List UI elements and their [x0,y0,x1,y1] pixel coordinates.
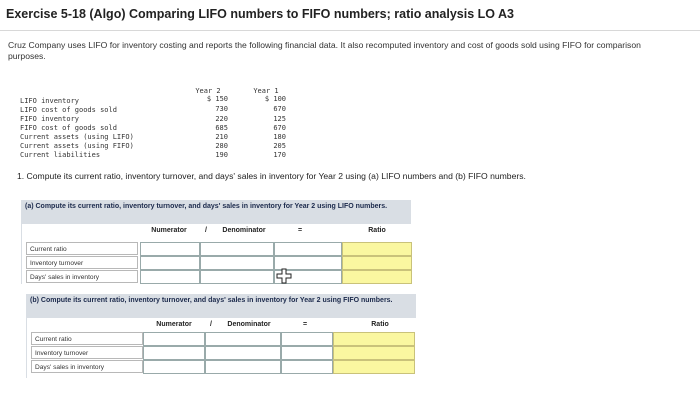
part-a-body [21,224,412,284]
part-b-title: (b) Compute its current ratio, inventory turnover, and days' sales in inventory for Year 2 using FIFO numbers. [30,297,393,304]
cell-y2: 730 [215,105,228,113]
row-label-current-ratio: Current ratio [26,242,138,255]
denominator-header: Denominator [214,224,274,238]
slash-header: / [203,318,219,332]
row-label: LIFO cost of goods sold [20,106,117,114]
row-label-inventory-turnover: Inventory turnover [31,346,143,359]
numerator-input[interactable] [143,346,205,360]
numerator-input[interactable] [143,332,205,346]
equals-header: = [279,318,331,332]
divider [0,30,700,31]
equals-cell [274,242,342,256]
denominator-input[interactable] [205,360,281,374]
cell-y2: $ 150 [206,95,228,103]
question-text: 1. Compute its current ratio, inventory turnover, and days' sales in inventory for Year 2 using (a) LIFO numbers and (b) FIFO numbers. [17,171,526,181]
denominator-input[interactable] [205,332,281,346]
denominator-input[interactable] [205,346,281,360]
page-title: Exercise 5-18 (Algo) Comparing LIFO numbers to FIFO numbers; ratio analysis LO A3 [6,7,514,21]
equals-header: = [274,224,326,238]
ratio-header: Ratio [345,318,415,332]
denominator-input[interactable] [200,270,274,284]
cell-y2: 280 [215,142,228,150]
row-label-days-sales: Days' sales in inventory [31,360,143,373]
cell-y2: 190 [215,151,228,159]
cell-y2: 220 [215,115,228,123]
equals-cell [281,346,333,360]
ratio-input[interactable] [333,346,415,360]
part-a-title-panel [21,200,411,224]
row-label: Current assets (using FIFO) [20,142,134,150]
numerator-input[interactable] [143,360,205,374]
header-year-1: Year 1 [253,87,279,95]
part-b-title-panel [26,294,416,318]
part-b-body [26,318,417,378]
numerator-header: Numerator [145,318,203,332]
equals-cell [281,332,333,346]
row-label-current-ratio: Current ratio [31,332,143,345]
row-label-days-sales: Days' sales in inventory [26,270,138,283]
cell-y1: 205 [273,142,286,150]
numerator-header: Numerator [140,224,198,238]
intro-text: Cruz Company uses LIFO for inventory costing and reports the following financial data. It also recomputed inventory and cost of goods sold using FIFO for comparison purposes. [8,40,641,61]
row-label: Current assets (using LIFO) [20,133,134,141]
denominator-input[interactable] [200,256,274,270]
numerator-input[interactable] [140,242,200,256]
numerator-input[interactable] [140,256,200,270]
cell-y2: 685 [215,124,228,132]
ratio-header: Ratio [342,224,412,238]
header-year-2: Year 2 [195,87,221,95]
cell-y1: 180 [273,133,286,141]
cell-y1: $ 100 [264,95,286,103]
cell-y1: 170 [273,151,286,159]
move-cursor-icon [276,268,292,284]
denominator-header: Denominator [219,318,279,332]
row-label: Current liabilities [20,151,101,159]
row-label: LIFO inventory [20,97,80,105]
ratio-input[interactable] [342,256,412,270]
denominator-input[interactable] [200,242,274,256]
ratio-input[interactable] [342,242,412,256]
row-label: FIFO cost of goods sold [20,124,117,132]
row-label-inventory-turnover: Inventory turnover [26,256,138,269]
row-label: FIFO inventory [20,115,80,123]
ratio-input[interactable] [342,270,412,284]
cell-y2: 210 [215,133,228,141]
cell-y1: 125 [273,115,286,123]
ratio-input[interactable] [333,332,415,346]
cell-y1: 670 [273,105,286,113]
slash-header: / [198,224,214,238]
numerator-input[interactable] [140,270,200,284]
equals-cell [281,360,333,374]
ratio-input[interactable] [333,360,415,374]
part-a-title: (a) Compute its current ratio, inventory turnover, and days' sales in inventory for Year 2 using LIFO numbers. [25,203,388,210]
cell-y1: 670 [273,124,286,132]
